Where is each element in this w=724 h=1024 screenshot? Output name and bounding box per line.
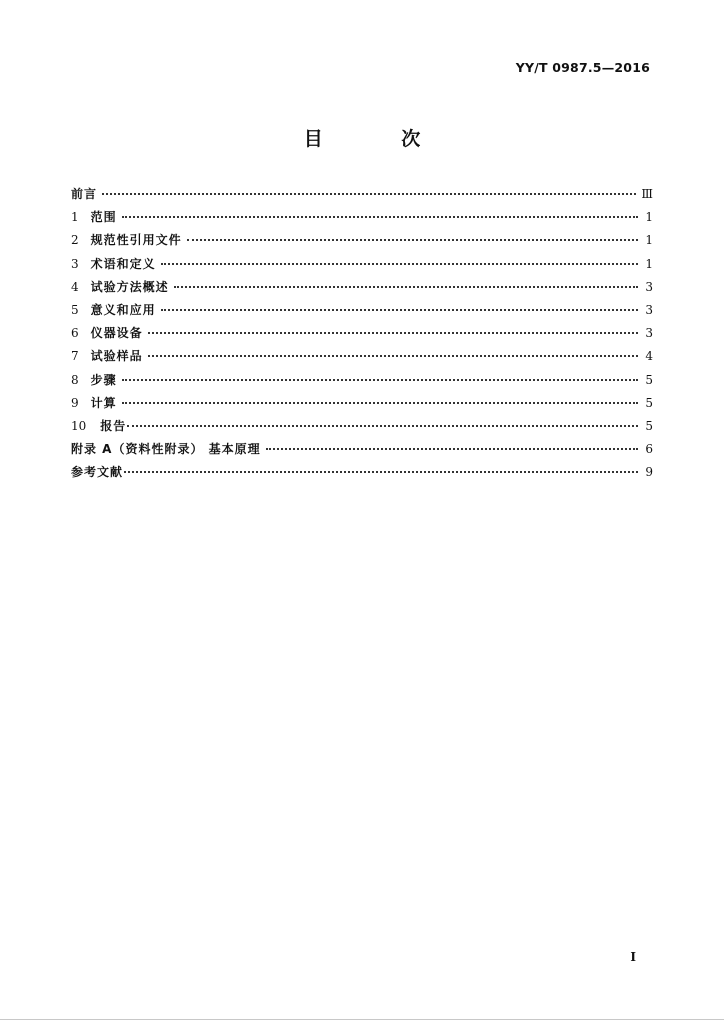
toc-dot-leader [127, 425, 638, 427]
toc-entry-label: 计算 [90, 395, 117, 410]
toc-dot-leader [187, 239, 638, 241]
toc-dot-leader [148, 355, 638, 357]
toc-entry-foreword[interactable] [71, 185, 653, 208]
toc-page-number: 1 [645, 233, 653, 248]
toc-entry-number: 8 [71, 372, 79, 387]
toc-entry-label: 意义和应用 [90, 302, 156, 317]
toc-entry-number: 2 [71, 233, 79, 248]
toc-dot-leader [161, 263, 638, 265]
toc-entry-3[interactable] [71, 255, 653, 278]
toc-page-number: 3 [645, 279, 653, 294]
toc-entry-label: 规范性引用文件 [90, 233, 182, 248]
toc-page-number: 6 [645, 442, 653, 457]
toc-dot-leader [122, 402, 638, 404]
toc-page-number: 5 [645, 395, 653, 410]
toc-entry-10[interactable] [71, 417, 653, 440]
toc-entry-4[interactable] [71, 278, 653, 301]
toc-dot-leader [122, 379, 638, 381]
toc-entry-number: 3 [71, 256, 79, 271]
toc-entry-number: 6 [71, 326, 79, 341]
toc-entry-label: 术语和定义 [90, 256, 156, 271]
toc-entry-8[interactable] [71, 371, 653, 394]
toc-entry-label: 范围 [90, 210, 117, 225]
toc-entry-2[interactable] [71, 231, 653, 254]
toc-entry-number: 10 [71, 418, 87, 433]
toc-entry-9[interactable] [71, 394, 653, 417]
toc-page-number: Ⅲ [641, 187, 653, 201]
page-bottom-divider [0, 1019, 724, 1020]
toc-entry-6[interactable] [71, 324, 653, 347]
toc-entry-number: 4 [71, 279, 79, 294]
toc-dot-leader [266, 448, 638, 450]
page-title: 目 次 [303, 128, 457, 150]
toc-entry-number: 9 [71, 395, 79, 410]
toc-dot-leader [122, 216, 638, 218]
toc-entry-number: 7 [71, 349, 79, 364]
toc-dot-leader [102, 193, 636, 195]
toc-entry-number: 1 [71, 210, 79, 225]
toc-page-number: 1 [645, 210, 653, 225]
toc-page-number: 9 [645, 465, 653, 480]
toc-entry-label: 报告 [100, 418, 127, 433]
toc-entry-bibliography[interactable] [71, 463, 653, 486]
toc-page-number: 3 [645, 326, 653, 341]
toc-page-number: 1 [645, 256, 653, 271]
toc-entry-label: 参考文献 [71, 465, 124, 480]
toc-entry-label: 试验样品 [90, 349, 143, 364]
table-of-contents [71, 185, 653, 486]
standard-code: YY/T 0987.5—2016 [515, 60, 650, 75]
toc-entry-label: 试验方法概述 [90, 279, 169, 294]
toc-entry-5[interactable] [71, 301, 653, 324]
toc-page-number: 5 [645, 418, 653, 433]
toc-dot-leader [148, 332, 638, 334]
toc-entry-number: 5 [71, 302, 79, 317]
toc-entry-label: 步骤 [90, 372, 117, 387]
toc-entry-label: 前言 [71, 187, 98, 201]
toc-dot-leader [161, 309, 638, 311]
toc-page-number: 5 [645, 372, 653, 387]
toc-page-number: 3 [645, 302, 653, 317]
toc-dot-leader [124, 471, 638, 473]
toc-entry-label: 附录 A（资料性附录） 基本原理 [71, 442, 261, 457]
toc-entry-label: 仪器设备 [90, 326, 143, 341]
toc-dot-leader [174, 286, 638, 288]
toc-entry-7[interactable] [71, 347, 653, 370]
toc-page-number: 4 [645, 349, 653, 364]
toc-entry-1[interactable] [71, 208, 653, 231]
toc-entry-annex-a[interactable] [71, 440, 653, 463]
page-number: I [630, 950, 636, 964]
